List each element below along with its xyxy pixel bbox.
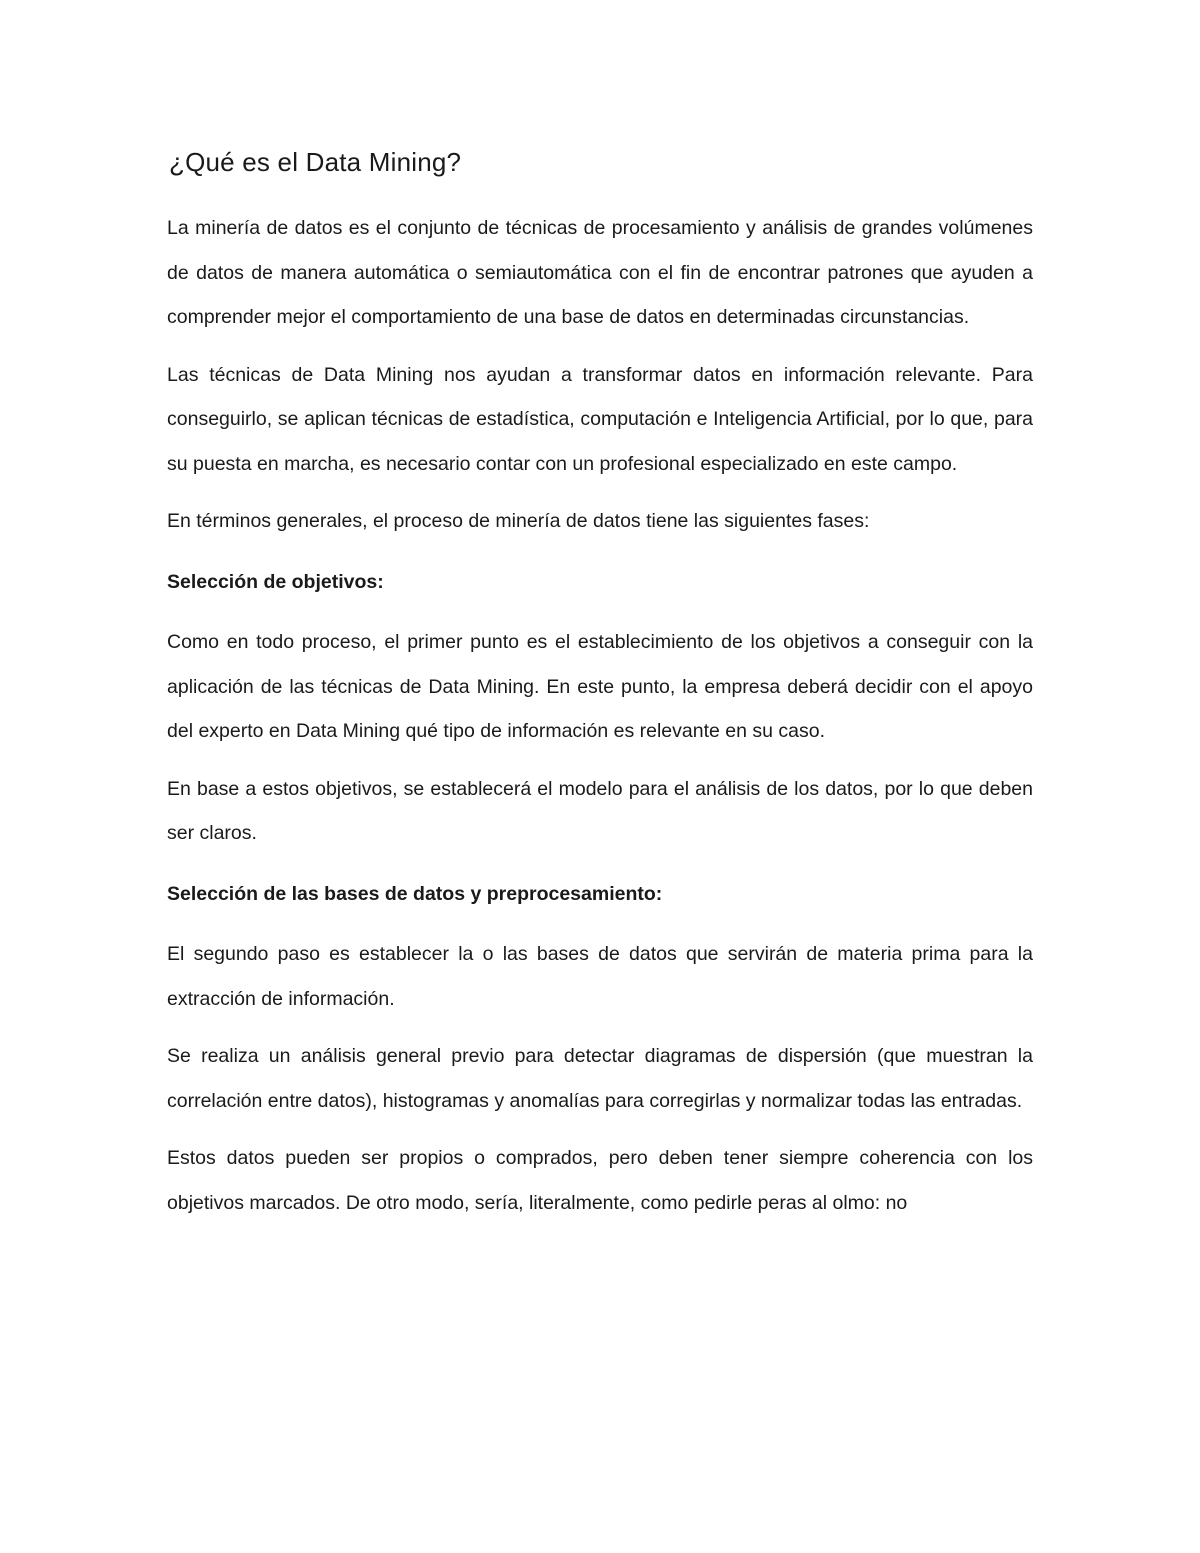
spacer	[167, 544, 1033, 560]
paragraph-data-sources: Estos datos pueden ser propios o comprados, pero deben tener siempre coherencia con los objetivos marcados. De otro modo, sería, literalmente, como pedirle peras al olmo: no	[167, 1147, 1033, 1214]
spacer	[167, 754, 1033, 767]
paragraph-analysis: Se realiza un análisis general previo para detectar diagramas de dispersión (que muestran la correlación entre datos), histogramas y anomalías para corregirlas y normalizar todas las entradas.	[167, 1045, 1033, 1112]
spacer	[167, 604, 1033, 620]
document-title: ¿Qué es el Data Mining?	[169, 147, 462, 177]
section-heading-objectives: Selección de objetivos:	[167, 570, 384, 593]
spacer	[167, 856, 1033, 872]
spacer	[167, 182, 1033, 206]
paragraph-objectives: Como en todo proceso, el primer punto es el establecimiento de los objetivos a conseguir con la aplicación de las técnicas de Data Mining. En este punto, la empresa deberá decidir con el apoyo del experto en Data Mining qué tipo de información es relevante en su caso.	[167, 631, 1033, 742]
spacer	[167, 340, 1033, 353]
section-heading-databases: Selección de las bases de datos y preprocesamiento:	[167, 882, 663, 905]
paragraph-techniques: Las técnicas de Data Mining nos ayudan a transformar datos en información relevante. Para conseguirlo, se aplican técnicas de estadística, computación e Inteligencia Artificial, por lo que, para su puesta en marcha, es necesario contar con un profesional especializado en este campo.	[167, 363, 1033, 475]
document-body	[167, 142, 1033, 1225]
paragraph-model: En base a estos objetivos, se establecerá el modelo para el análisis de los datos, por lo que deben ser claros.	[167, 777, 1033, 844]
paragraph-definition: La minería de datos es el conjunto de técnicas de procesamiento y análisis de grandes volúmenes de datos de manera automática o semiautomática con el fin de encontrar patrones que ayuden a comprender mejor el comportamiento de una base de datos en determinadas circunstancias.	[167, 217, 1033, 328]
paragraph-phases-intro: En términos generales, el proceso de minería de datos tiene las siguientes fases:	[167, 510, 870, 532]
spacer	[167, 916, 1033, 932]
paragraph-databases: El segundo paso es establecer la o las bases de datos que servirán de materia prima para la extracción de información.	[167, 943, 1033, 1010]
spacer	[167, 1021, 1033, 1034]
spacer	[167, 1123, 1033, 1136]
spacer	[167, 486, 1033, 499]
